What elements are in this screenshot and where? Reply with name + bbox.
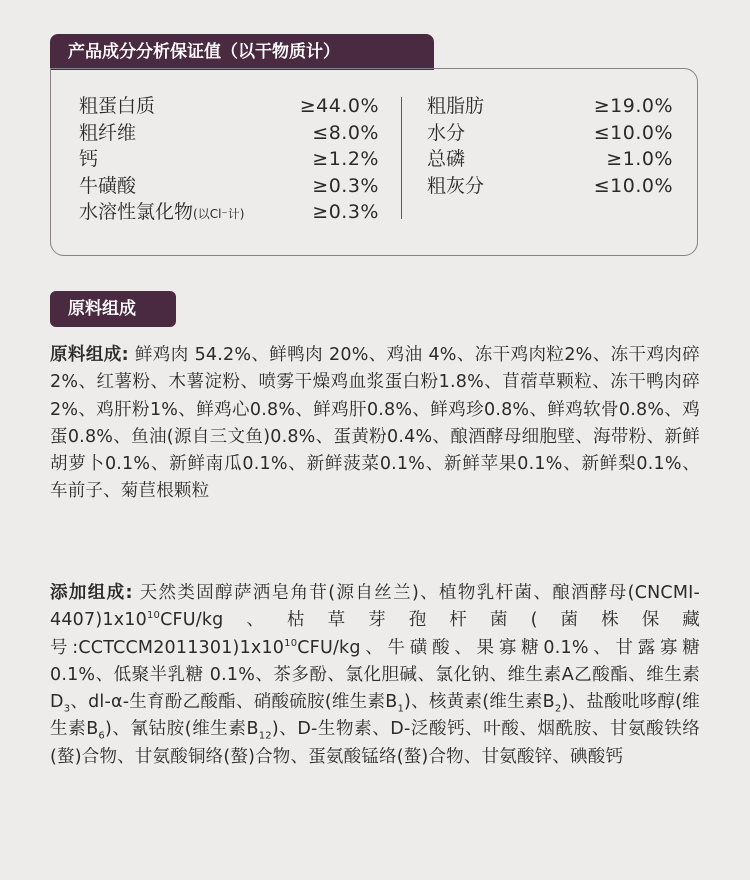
analysis-row <box>427 146 673 173</box>
analysis-left-column <box>79 93 379 226</box>
nutrient-name: 牛磺酸 <box>79 174 137 197</box>
additive-text: CFU/kg、牛磺酸、果寡糖0.1%、甘露寡糖 0.1%、低聚半乳糖 0.1%、茶多酚、氯化胆碱、氯化钠、维生素A乙酸酯、维生素 D <box>50 637 701 713</box>
nutrient-value: ≤10.0% <box>593 174 673 197</box>
analysis-row <box>79 93 379 120</box>
nutrient-note: (以Cl⁻计) <box>193 207 245 221</box>
nutrient-value: ≥0.3% <box>312 201 379 223</box>
nutrient-value: ≤8.0% <box>312 121 379 144</box>
additive-text: )、盐酸吡哆醇(维生素B <box>50 692 700 740</box>
analysis-row <box>79 146 379 173</box>
additive-text: 天然类固醇萨洒皂角苷(源自丝兰)、植物乳杆菌、酿酒酵母(CNCMI-4407)1x10 <box>50 583 701 631</box>
nutrient-name <box>79 199 244 228</box>
nutrient-name: 粗蛋白质 <box>79 95 156 117</box>
nutrient-value: ≤10.0% <box>593 121 673 144</box>
subscript: 2 <box>554 703 562 715</box>
raw-ingredients-paragraph <box>50 342 700 506</box>
analysis-right-column <box>427 93 673 199</box>
subscript: 1 <box>397 703 405 715</box>
additive-label: 添加组成: <box>50 583 133 603</box>
additive-text: )、核黄素(维生素B <box>404 692 555 713</box>
analysis-row <box>79 199 379 226</box>
nutrient-name: 粗纤维 <box>79 121 137 144</box>
analysis-row <box>79 120 379 147</box>
additive-paragraph <box>50 580 700 771</box>
exponent: 10 <box>284 637 298 649</box>
analysis-title: 产品成分分析保证值（以干物质计） <box>50 34 434 70</box>
ingredients-title: 原料组成 <box>50 291 176 327</box>
subscript: 6 <box>98 730 105 742</box>
nutrient-name: 总磷 <box>427 148 466 170</box>
exponent: 10 <box>146 610 161 622</box>
analysis-row <box>427 120 673 147</box>
additive-text: )、D-生物素、D-泛酸钙、叶酸、烟酰胺、甘氨酸铁络(螯)合物、甘氨酸铜络(螯)合物、蛋氨酸锰络(螯)合物、甘氨酸锌、碘酸钙 <box>50 719 700 767</box>
additive-text: )、氰钴胺(维生素B <box>104 719 259 740</box>
analysis-table <box>50 68 698 256</box>
nutrient-name-text: 水溶性氯化物 <box>79 201 194 223</box>
nutrient-value: ≥1.0% <box>606 148 673 170</box>
analysis-row <box>79 173 379 200</box>
additive-text: 、dl-α-生育酚乙酸酯、硝酸硫胺(维生素B <box>70 692 398 713</box>
nutrient-value: ≥19.0% <box>593 95 673 117</box>
nutrient-value: ≥44.0% <box>299 95 379 117</box>
raw-ingredients-label: 原料组成: <box>50 345 129 365</box>
nutrient-name: 水分 <box>427 121 466 144</box>
nutrient-name: 粗灰分 <box>427 174 485 197</box>
subscript: 12 <box>258 730 272 742</box>
nutrient-name: 粗脂肪 <box>427 95 485 117</box>
subscript: 3 <box>63 703 71 715</box>
analysis-row <box>427 93 673 120</box>
nutrient-value: ≥0.3% <box>312 174 379 197</box>
raw-ingredients-text: 鲜鸡肉 54.2%、鲜鸭肉 20%、鸡油 4%、冻干鸡肉粒2%、冻干鸡肉碎2%、红薯粉、木薯淀粉、喷雾干燥鸡血浆蛋白粉1.8%、苜蓿草颗粒、冻干鸭肉碎2%、鸡肝粉1%、鲜鸡心0.8%、鲜鸡肝0.8%、鲜鸡珍0.8%、鲜鸡软骨0.8%、鸡蛋0.8%、鱼油(源自三文鱼)0.8%、蛋黄粉0.4%、酿酒酵母细胞壁、海带粉、新鲜胡萝卜0.1%、新鲜南瓜0.1%、新鲜菠菜0.1%、新鲜苹果0.1%、新鲜梨0.1%、车前子、菊苣根颗粒 <box>50 345 701 502</box>
additive-text: CFU/kg、枯草芽孢杆菌(菌株保藏号:CCTCCM2011301)1x10 <box>50 610 700 658</box>
nutrient-name: 钙 <box>79 148 99 170</box>
analysis-row <box>427 173 673 200</box>
nutrient-value: ≥1.2% <box>312 148 379 170</box>
column-divider <box>401 97 402 219</box>
